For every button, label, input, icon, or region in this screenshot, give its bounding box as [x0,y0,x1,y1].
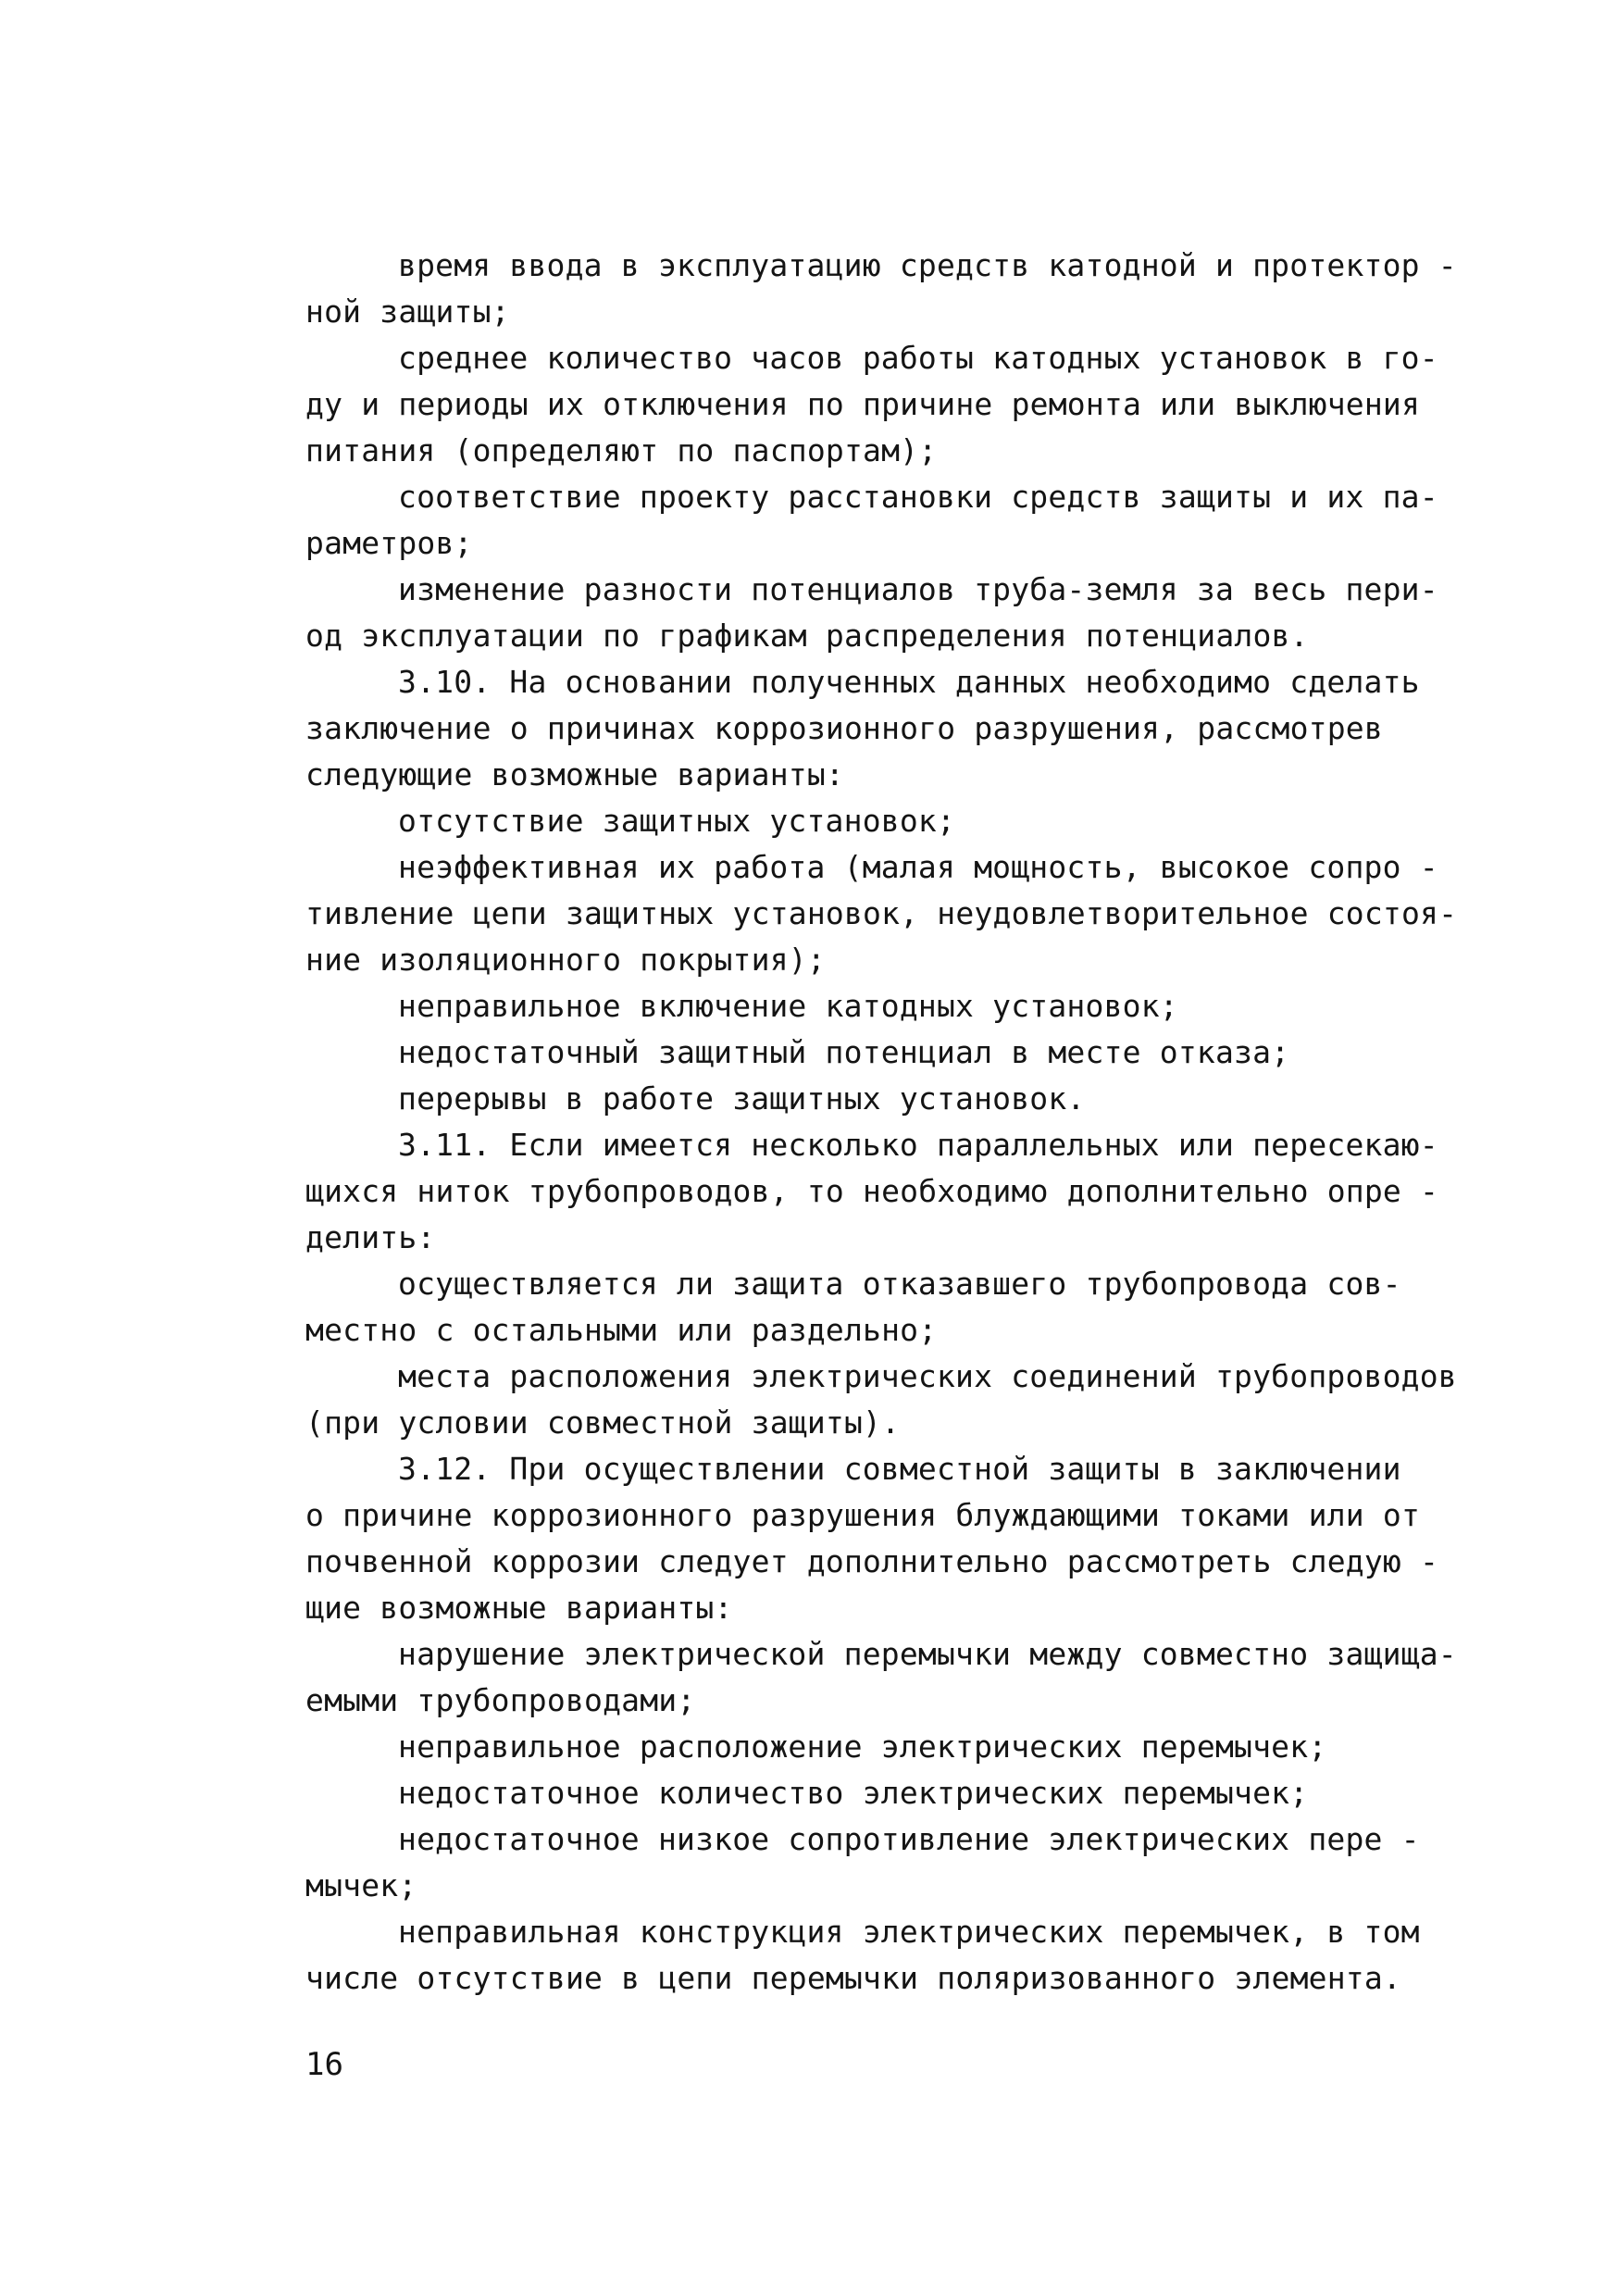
text-line: места расположения электрических соединений трубопроводов [398,1358,1457,1394]
text-line: местно с остальными или раздельно; [305,1312,938,1348]
text-line: щие возможные варианты: [305,1590,733,1626]
text-line: недостаточное количество электрических перемычек; [398,1775,1309,1811]
text-line: перерывы в работе защитных установок. [398,1080,1086,1117]
text-line: числе отсутствие в цепи перемычки поляризованного элемента. [305,1960,1401,1996]
text-line: почвенной коррозии следует дополнительно рассмотреть следую - [305,1543,1439,1579]
section-heading-line: 3.10. На основании полученных данных необходимо сделать [398,664,1420,700]
text-line: тивление цепи защитных установок, неудовлетворительное состоя- [305,895,1458,931]
body-text [305,243,1462,2002]
text-line: нарушение электрической перемычки между совместно защища- [398,1636,1457,1672]
text-line: среднее количество часов работы катодных установок в го- [398,340,1438,376]
text-line: недостаточный защитный потенциал в месте отказа; [398,1034,1290,1070]
text-line: ние изоляционного покрытия); [305,942,826,978]
text-line: соответствие проекту расстановки средств защиты и их па- [398,479,1438,515]
text-line: ду и периоды их отключения по причине ремонта или выключения [305,386,1421,422]
text-line: недостаточное низкое сопротивление электрических пере - [398,1821,1420,1857]
text-line: неправильная конструкция электрических перемычек, в том [398,1914,1420,1950]
text-line: делить: [305,1219,436,1255]
text-line: од эксплуатации по графикам распределения потенциалов. [305,618,1309,654]
page-number: 16 [305,2046,343,2083]
section-heading-line: 3.12. При осуществлении совместной защиты в заключении [398,1451,1401,1487]
text-line: осуществляется ли защита отказавшего трубопровода сов- [398,1266,1401,1302]
text-line: неправильное включение катодных установок; [398,988,1178,1024]
text-line: ной защиты; [305,293,510,330]
text-line: мычек; [305,1867,417,1903]
text-line: о причине коррозионного разрушения блуждающими токами или от [305,1497,1421,1533]
text-line: питания (определяют по паспортам); [305,432,938,468]
text-line: время ввода в эксплуатацию средств катодной и протектор - [398,247,1457,283]
text-line: щихся ниток трубопроводов, то необходимо дополнительно опре - [305,1173,1439,1209]
text-line: следующие возможные варианты: [305,756,844,792]
text-line: (при условии совместной защиты). [305,1404,901,1441]
text-line: отсутствие защитных установок; [398,803,956,839]
text-line: раметров; [305,525,473,561]
text-line: заключение о причинах коррозионного разрушения, рассмотрев [305,710,1383,746]
text-line: изменение разности потенциалов труба-земля за весь пери- [398,571,1438,607]
text-line: неэффективная их работа (малая мощность, высокое сопро - [398,849,1438,885]
section-heading-line: 3.11. Если имеется несколько параллельных или пересекаю- [398,1127,1438,1163]
text-line: неправильное расположение электрических перемычек; [398,1728,1327,1765]
text-line: емыми трубопроводами; [305,1682,696,1718]
